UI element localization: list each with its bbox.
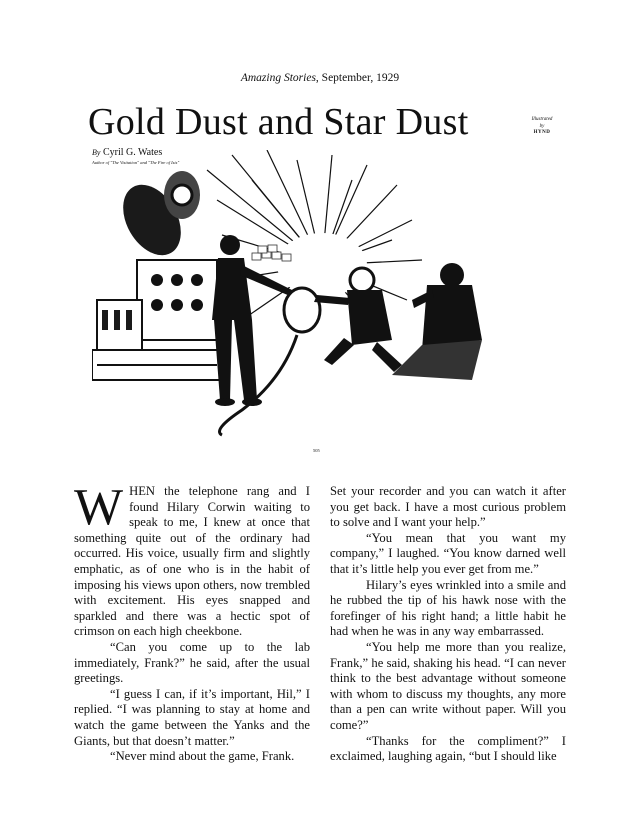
drop-cap: W [74, 479, 124, 536]
page-number: 505 [313, 448, 320, 453]
seated-figure [392, 263, 482, 380]
artist-name: HYND [533, 130, 551, 135]
by-label: by [539, 123, 545, 129]
left-column [74, 479, 310, 765]
paragraph: Set your recorder and you can watch it after you get back. I have a most curious problem to solve and I want your help.” [330, 484, 566, 530]
story-illustration [92, 150, 492, 440]
paragraph: “Never mind about the game, Frank. [110, 749, 295, 764]
paragraph: “I guess I can, if it’s important, Hil,” I replied. “I was planning to stay at home and watch the game between the Yanks and the Giants, but that doesn’t matter.” [74, 686, 310, 748]
magazine-name: Amazing Stories [240, 72, 316, 84]
author-note: Author of "The Visitation" and "The Fire of Isis" [92, 160, 180, 165]
paragraph: “You help me more than you realize, Frank,” he said, shaking his head. “I can never think to the best advantage without someone with whom to discuss my thoughts, any more than a pen can write without paper. Will you come?” [330, 639, 566, 732]
paragraph: “Thanks for the compliment?” I exclaimed, laughing again, “but I should like [330, 733, 566, 764]
source-line [0, 72, 640, 84]
illustration-credit [520, 117, 564, 137]
paragraph-text: HEN the telephone rang and I found Hilary Corwin waiting to speak to me, I knew at once that something quite out of the ordinary had occurred. His voice, usually firm and slightly emphatic, as of one who is in the habit of imposing his views upon others, now trembled with excitement. His eyes snapped and sparkled and there was a hectic spot of crimson on each high cheekbone. [74, 484, 310, 639]
illustrated-label: Illustrated [531, 117, 553, 122]
story-title: Gold Dust and Star Dust [88, 101, 469, 143]
paragraph: “Can you come up to the lab immediately, Frank?” he said, after the usual greetings. [74, 639, 310, 686]
author-name: Cyril G. Wates [102, 147, 163, 158]
paragraph: “You mean that you want my company,” I laughed. “You know darned well that it’s little help you ever get from me.” [330, 530, 566, 576]
byline-prefix: By [92, 148, 101, 157]
right-column [330, 484, 566, 765]
laboratory-machine [92, 171, 222, 380]
paragraph: Hilary’s eyes wrinkled into a smile and he rubbed the tip of his hawk nose with the forefinger of his right hand; a little habit he had when he was in any way embarrassed. [330, 577, 566, 639]
byline [92, 147, 162, 158]
paragraph [74, 479, 310, 640]
issue-date: , September, 1929 [315, 72, 400, 84]
